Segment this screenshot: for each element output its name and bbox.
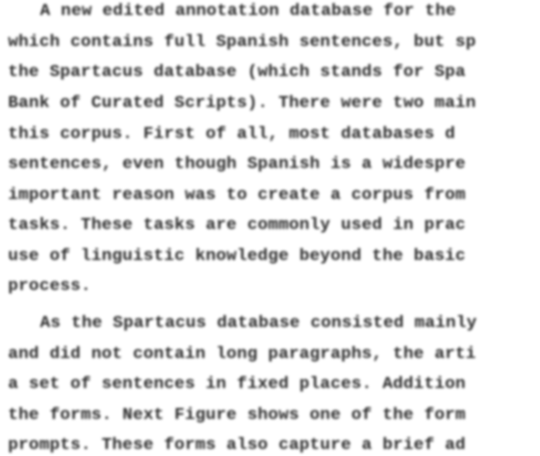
paragraph-1-line-7: important reason was to create a corpus from [8, 186, 466, 205]
paragraph-2-line-3: a set of sentences in fixed places. Addition [8, 375, 466, 394]
paragraph-1-line-9: use of linguistic knowledge beyond the basic [8, 247, 466, 266]
paragraph-1-line-2: which contains full Spanish sentences, but sp [8, 33, 477, 52]
paragraph-1-line-10: process. [8, 277, 92, 296]
paragraph-2-line-2: and did not contain long paragraphs, the arti [8, 345, 477, 364]
paragraph-1-line-3: the Spartacus database (which stands for Spa [8, 63, 466, 82]
paragraph-2-line-5: prompts. These forms also capture a brief ad [8, 436, 466, 455]
paragraph-1-line-6: sentences, even though Spanish is a widespre [8, 155, 466, 174]
paragraph-2-line-4: the forms. Next Figure shows one of the form [8, 406, 466, 425]
paragraph-1-line-1: A new edited annotation database for the [40, 2, 457, 21]
paragraph-1-line-8: tasks. These tasks are commonly used in prac [8, 216, 466, 235]
paragraph-1-line-5: this corpus. First of all, most databases d [8, 125, 456, 144]
paragraph-1-line-4: Bank of Curated Scripts). There were two main [8, 94, 477, 113]
paragraph-2-line-1: As the Spartacus database consisted mainly [40, 314, 477, 333]
